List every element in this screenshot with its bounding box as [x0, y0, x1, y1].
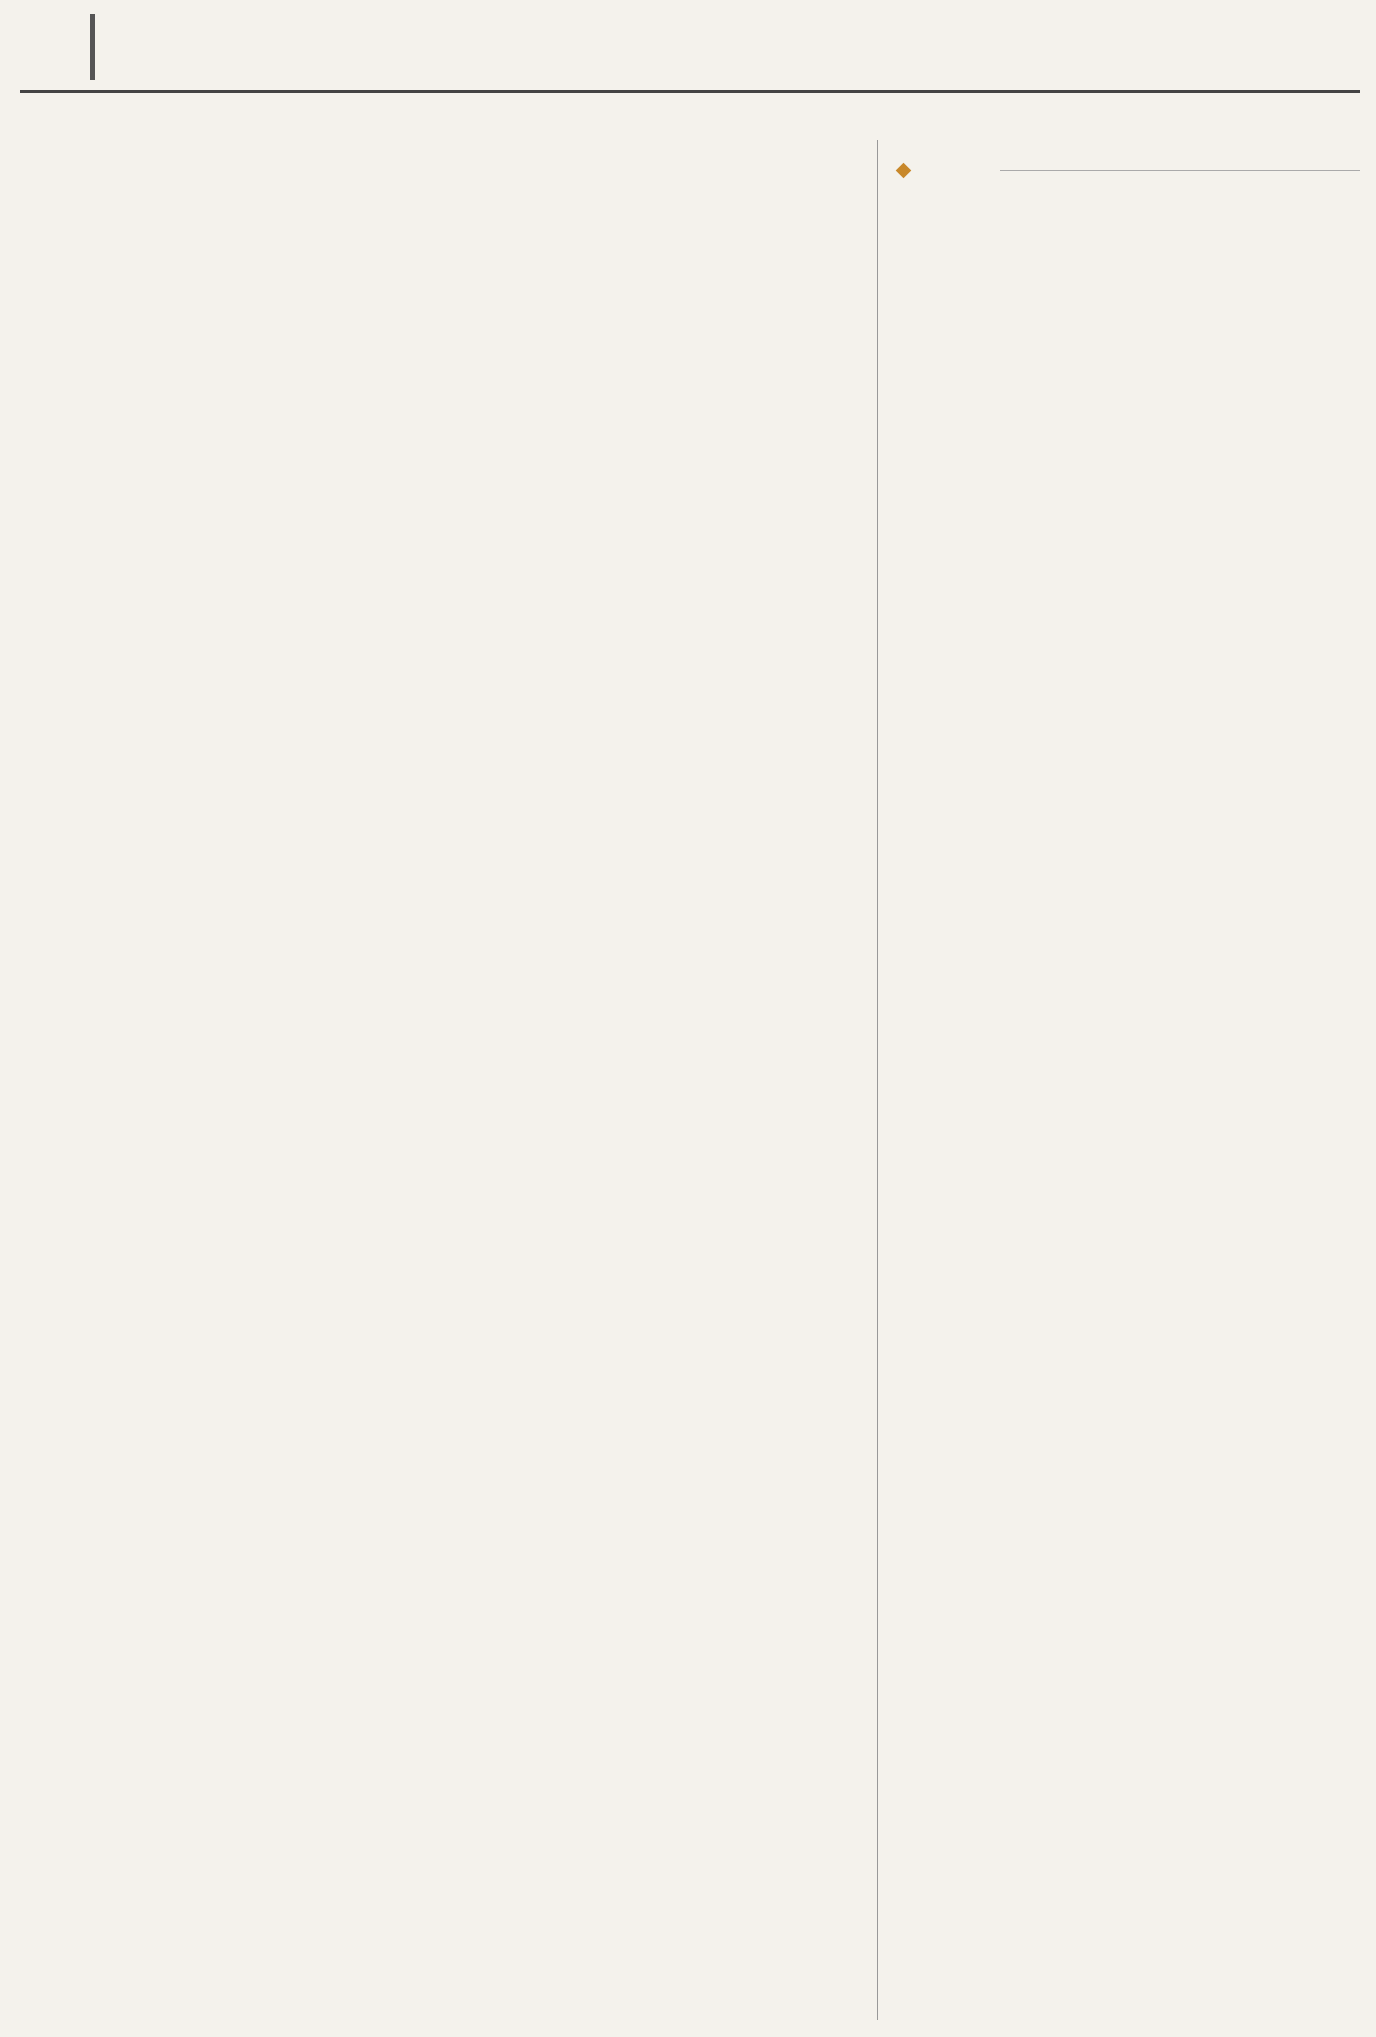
diamond-icon — [896, 163, 912, 179]
header-divider — [90, 14, 95, 80]
header-rule — [20, 90, 1360, 93]
author-byline — [898, 160, 923, 179]
page-header — [0, 0, 1376, 100]
column-divider — [877, 140, 878, 2020]
market-photo — [12, 1566, 862, 1986]
byline-rule — [1000, 170, 1360, 171]
aerial-market-image — [12, 1566, 862, 1986]
